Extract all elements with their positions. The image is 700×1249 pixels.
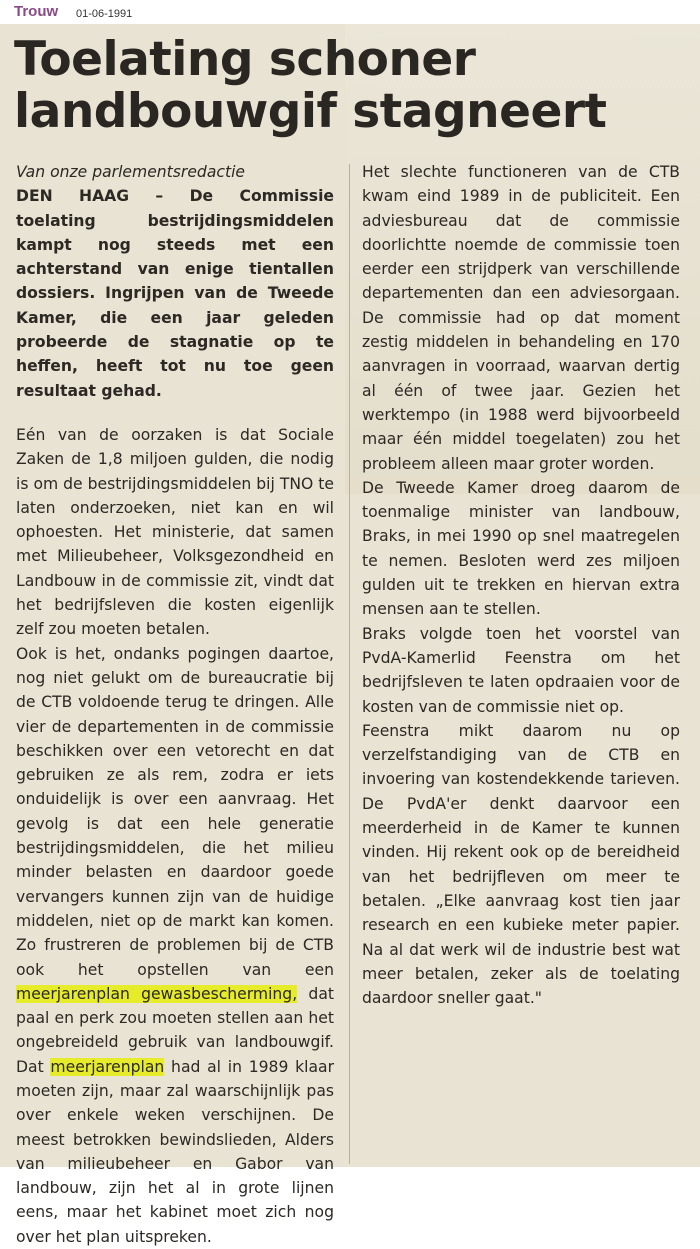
lead-text: – De Commissie toelating bestrijdingsmiddelen kampt nog steeds met een achterstand van enige tientallen dossiers. Ingrijpen van de Tweede Kamer, die een jaar geleden probeerde de stagnatie op te heffen, heeft tot nu toe geen resultaat gehad. [16,187,334,400]
body-paragraph-5: Braks volgde toen het voorstel van PvdA-Kamerlid Feenstra om het bedrijfsleven te laten opdraaien voor de kosten van de commissie niet op. [362,624,680,716]
lead-paragraph [16,184,334,403]
body-paragraph-1: Eén van de oorzaken is dat Sociale Zaken de 1,8 miljoen gulden, die nodig is om de bestrijdingsmiddelen bij TNO te laten onderzoeken, niet kan en wil ophoesten. Het ministerie, dat samen met Milieubeheer, Volksgezondheid en Landbouw in de commissie zit, vindt dat het bedrijfsleven die kosten eigenlijk zelf zou moeten betalen. [16,425,334,639]
body-paragraph-4: De Tweede Kamer droeg daarom de toenmalige minister van landbouw, Braks, in mei 1990 op snel maatregelen te nemen. Besloten werd zes miljoen gulden uit te trekken en hiervan extra mensen aan te stellen. [362,478,680,619]
body-paragraph-2 [16,642,334,1249]
p2-text-c: had al in 1989 klaar moeten zijn, maar zal waarschijnlijk pas over enkele weken verschijnen. De meest betrokken bewindslieden, Alders van milieubeheer en Gabor van landbouw, zijn het al in grote lijnen eens, maar het kabinet moet zich nog over het plan uitspreken. [16,1057,335,1246]
clipping-header [0,0,700,24]
body-paragraph-6: Feenstra mikt daarom nu op verzelfstandiging van de CTB en invoering van kostendekkende tarieven. De PvdA'er denkt daarvoor een meerderheid in de Kamer te kunnen vinden. Hij rekent ook op de bereidheid van het bedrijfleven om meer te betalen. „Elke aanvraag kost tien jaar research en een kubieke meter papier. Na al dat werk wil de industrie best wat meer betalen, zeker als de toelating daardoor sneller gaat." [362,721,680,1008]
article-column-left [16,160,334,1249]
byline: Van onze parlementsredactie [16,163,245,181]
dateline: DEN HAAG [16,187,130,206]
highlight-meerjarenplan-gewasbescherming: meerjarenplan gewasbescherming, [16,984,298,1003]
p2-text-a: Ook is het, ondanks pogingen daartoe, nog niet gelukt om de bureaucratie bij de CTB voldoende terug te dringen. Alle vier de departementen in de commissie beschikken over een vetorecht en dat gebruiken ze als rem, zodra er iets onduidelijk is over een aanvraag. Het gevolg is dat een hele generatie bestrijdingsmiddelen, die het milieu minder belasten en daardoor goede vervangers kunnen zijn van de huidige middelen, niet op de markt kan komen. Zo frustreren de problemen bij de CTB ook het opstellen van een [16,644,334,979]
publication-name: Trouw [14,3,59,20]
headline [14,34,654,138]
highlight-meerjarenplan: meerjarenplan [50,1057,165,1076]
p2-text-b: dat paal en perk zou moeten stellen aan het ongebreideld gebruik van landbouwgif. Dat [16,984,334,1076]
body-paragraph-3: Het slechte functioneren van de CTB kwam eind 1989 in de publiciteit. Een adviesbureau dat de commissie doorlichtte noemde de commissie toen eerder een strijdperk van verschillende departementen dan een adviesorgaan. De commissie had op dat moment zestig middelen in behandeling en 170 aanvragen in voorraad, waarvan dertig al één of twee jaar. Gezien het werktempo (in 1988 werd bijvoorbeeld maar één middel toegelaten) zou het probleem alleen maar groter worden. [362,163,680,473]
headline-line-2: landbouwgif stagneert [14,84,607,139]
article-column-right [362,160,680,1010]
paragraph-gap [16,403,334,423]
publication-date: 01-06-1991 [76,8,133,20]
newspaper-clipping [0,24,700,1246]
column-divider [349,164,350,1164]
headline-line-1: Toelating schoner [14,32,476,87]
